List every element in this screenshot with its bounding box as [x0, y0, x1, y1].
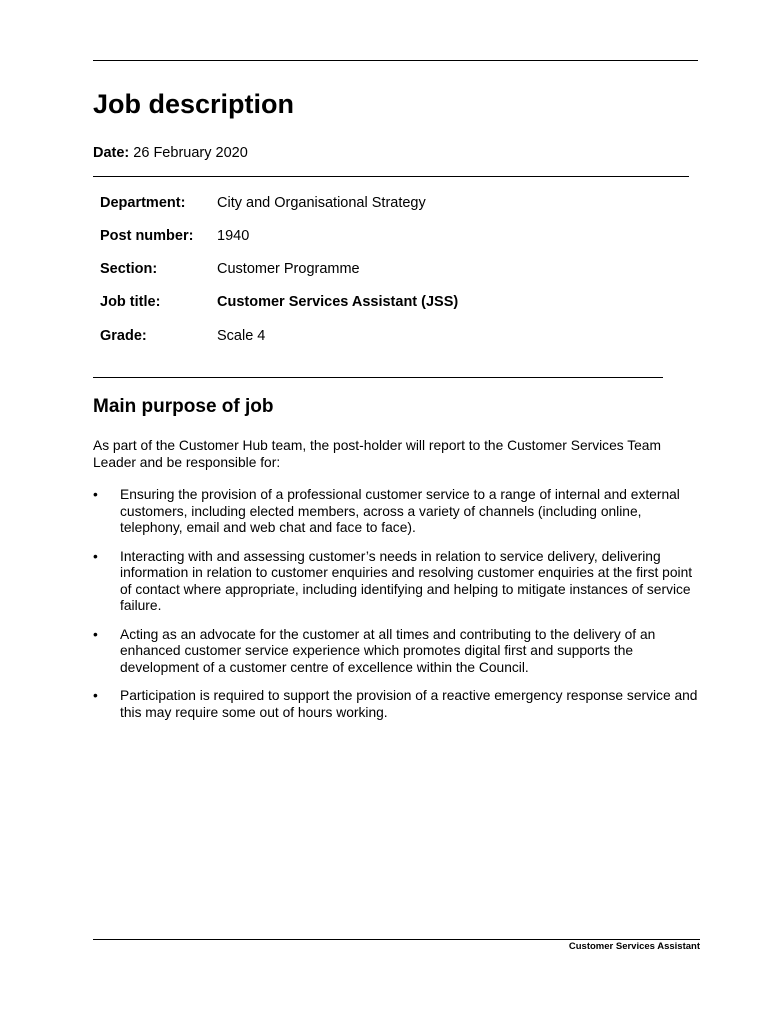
detail-label: Grade: [100, 328, 147, 344]
list-item [93, 688, 705, 721]
bullet-icon: • [93, 487, 98, 502]
details-rule [93, 377, 663, 378]
detail-value: Scale 4 [217, 328, 266, 344]
responsibilities-list [93, 487, 705, 733]
document-date [93, 143, 248, 163]
bullet-icon: • [93, 548, 98, 564]
detail-value: Customer Programme [217, 261, 360, 277]
detail-label: Department: [100, 195, 186, 211]
bullet-text: Participation is required to support the provision of a reactive emergency response service and this may require some out of hours working. [120, 688, 698, 720]
detail-label: Job title: [100, 294, 161, 310]
detail-value: Customer Services Assistant (JSS) [217, 294, 459, 310]
bullet-icon: • [93, 688, 98, 703]
page-title: Job description [93, 89, 295, 119]
detail-label: Post number: [100, 228, 194, 244]
footer-label: Customer Services Assistant [568, 941, 700, 952]
detail-value: 1940 [217, 228, 250, 244]
bullet-text: Ensuring the provision of a professional customer service to a range of internal and external customers, including elected members, across a variety of channels (including online, telephony, email and web chat and face to face). [120, 487, 680, 535]
list-item [93, 549, 705, 615]
detail-value: City and Organisational Strategy [217, 195, 426, 211]
footer-rule [93, 939, 700, 940]
top-rule [93, 60, 698, 61]
list-item [93, 487, 705, 537]
bullet-text: Interacting with and assessing customer’s needs in relation to service delivery, delivering information in relation to customer enquiries and resolving customer enquiries at the first point of contact where appropriate, including identifying and helping to mitigate instances of service failure. [120, 548, 693, 613]
date-label: Date: [93, 145, 130, 161]
detail-label: Section: [100, 261, 158, 277]
bullet-icon: • [93, 626, 98, 642]
bullet-text: Acting as an advocate for the customer at all times and contributing to the delivery of an enhanced customer service experience which promotes digital first and supports the development of a customer centre of excellence within the Council. [120, 626, 656, 675]
section-heading-main-purpose: Main purpose of job [93, 396, 274, 417]
date-value: 26 February 2020 [133, 145, 248, 161]
date-rule [93, 176, 689, 177]
intro-paragraph: As part of the Customer Hub team, the post-holder will report to the Customer Services Team Leader and be responsible for: [93, 438, 661, 470]
list-item [93, 627, 705, 677]
